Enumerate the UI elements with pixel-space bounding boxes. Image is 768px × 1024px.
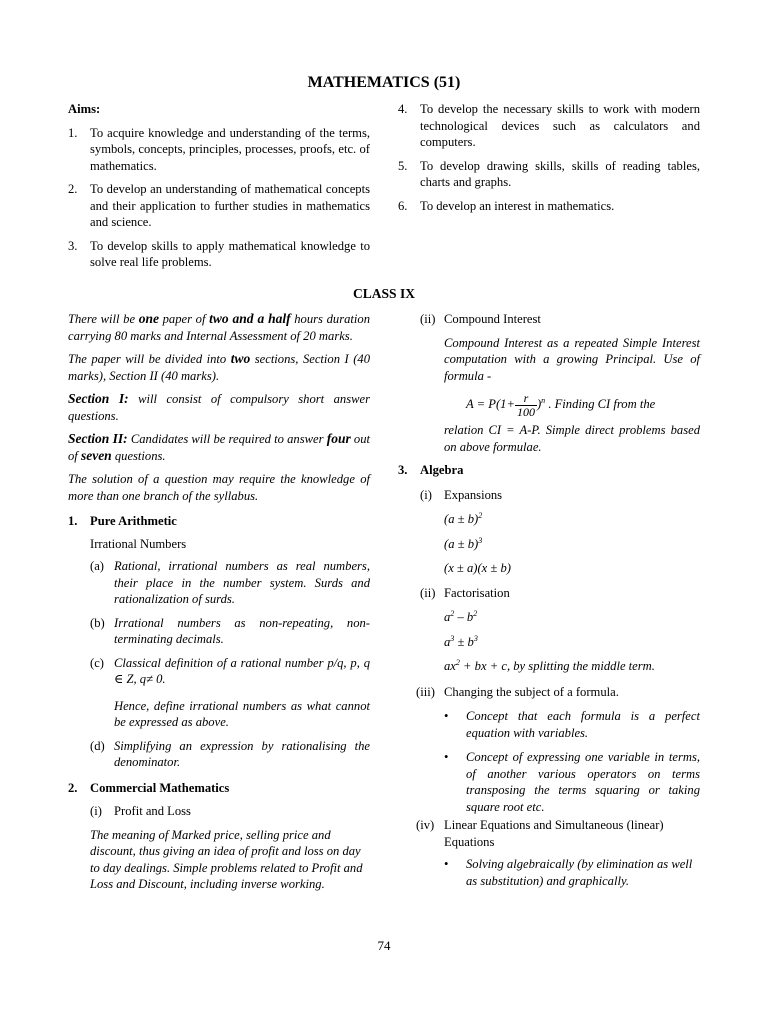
aim-item: 1. To acquire knowledge and understanding of the terms, symbols, concepts, principles, processes, proofs, etc. of mathematics.: [68, 125, 370, 173]
formula-line: $a^2 - b^2$: [444, 608, 478, 624]
class-heading: CLASS IX: [353, 286, 415, 301]
profit-loss-text: The meaning of Marked price, selling price and discount, thus giving an idea of profit and loss on day to day dealings. Simple problems related to Profit and Loss and Discount, including inverse working.: [90, 827, 363, 891]
bullet-item: • Concept that each formula is a perfect equation with variables.: [444, 709, 700, 740]
bullet-item: • Solving algebraically (by elimination as well as substitution) and graphically.: [444, 857, 693, 888]
aim-item: 4. To develop the necessary skills to work with modern technological devices such as calculators and computers.: [398, 102, 700, 149]
section-heading: 1. Pure Arithmetic: [68, 514, 177, 528]
subsection-title: Irrational Numbers: [90, 536, 187, 551]
section-heading: 2. Commercial Mathematics: [68, 780, 230, 795]
formula-line: $a^3 \pm b^3$: [444, 633, 478, 649]
compound-formula: A = P(1+ $\frac{r}{100}$ )$^n$ . Finding CI from the: [466, 390, 656, 419]
subsection-title: (i) Profit and Loss: [90, 804, 191, 818]
section1-list: [68, 558, 370, 771]
formula-line: (x ± a)(x ± b): [444, 561, 511, 575]
intro-paragraph: Section II: Candidates will be required to answer four out of seven questions.: [68, 431, 370, 463]
list-item: (a) Rational, irrational numbers as real numbers, their place in the number system. Surds and rationalization of surds.: [90, 559, 370, 606]
aim-item: 3. To develop skills to apply mathematical knowledge to solve real life problems.: [68, 238, 370, 269]
page-title: MATHEMATICS (51): [307, 74, 461, 91]
algebra-block: [398, 487, 700, 675]
bullet-item: • Concept of expressing one variable in terms, of another various operators on terms transposing the terms squaring or taking square root etc.: [444, 750, 700, 814]
intro-paragraph: Section I: will consist of compulsory short answer questions.: [68, 391, 370, 423]
list-item: (d) Simplifying an expression by rationalising the denominator.: [90, 738, 370, 769]
right-column: [398, 311, 700, 889]
subsection-title: (i) Expansions: [420, 487, 503, 502]
aims-right-column: [398, 101, 700, 214]
intro-paragraph: The solution of a question may require the knowledge of more than one branch of the syllabus.: [68, 472, 370, 503]
intro-paragraph: There will be one paper of two and a half hours duration carrying 80 marks and Internal Assessment of 20 marks.: [68, 311, 371, 343]
left-column: [68, 311, 370, 893]
compound-interest-text: Compound Interest as a repeated Simple Interest computation with a growing Principal. Use of formula -: [444, 335, 700, 383]
aim-item: 2. To develop an understanding of mathematical concepts and their application to further studies in mathematics and science.: [68, 182, 370, 229]
intro-paragraph: The paper will be divided into two sections, Section I (40 marks), Section II (40 marks).: [68, 351, 370, 383]
list-item: Hence, define irrational numbers as what cannot be expressed as above.: [114, 698, 370, 729]
page-number: 74: [377, 938, 391, 953]
aim-item: 5. To develop drawing skills, skills of reading tables, charts and graphs.: [398, 158, 700, 189]
compound-interest-text-2: relation CI = A-P. Simple direct problems based on above formulae.: [444, 423, 700, 454]
subsection-title: (ii) Factorisation: [420, 585, 510, 600]
algebra-block-2: [398, 684, 700, 890]
subsection-title: (iii) Changing the subject of a formula.: [416, 684, 619, 699]
aims-heading: Aims:: [68, 102, 101, 116]
aim-item: 6. To develop an interest in mathematics.: [398, 198, 615, 213]
subsection-title: (ii) Compound Interest: [420, 312, 541, 326]
section2-subsection: [68, 803, 370, 893]
list-item: (c) Classical definition of a rational number p/q, p, q ∈ Z, q≠ 0.: [90, 655, 370, 686]
list-item: (b) Irrational numbers as non-repeating, non-terminating decimals.: [90, 615, 370, 646]
formula-line: $(a \pm b)^2$: [444, 510, 483, 526]
aims-left-column: [68, 101, 370, 271]
subsection-title: (iv) Linear Equations and Simultaneous (linear) Equations: [416, 818, 664, 849]
formula-line: $ax^2$ + bx + c, by splitting the middle term.: [444, 657, 655, 673]
formula-line: $(a \pm b)^3$: [444, 535, 483, 551]
compound-interest-block: [398, 311, 700, 455]
section-heading: 3. Algebra: [398, 463, 464, 477]
